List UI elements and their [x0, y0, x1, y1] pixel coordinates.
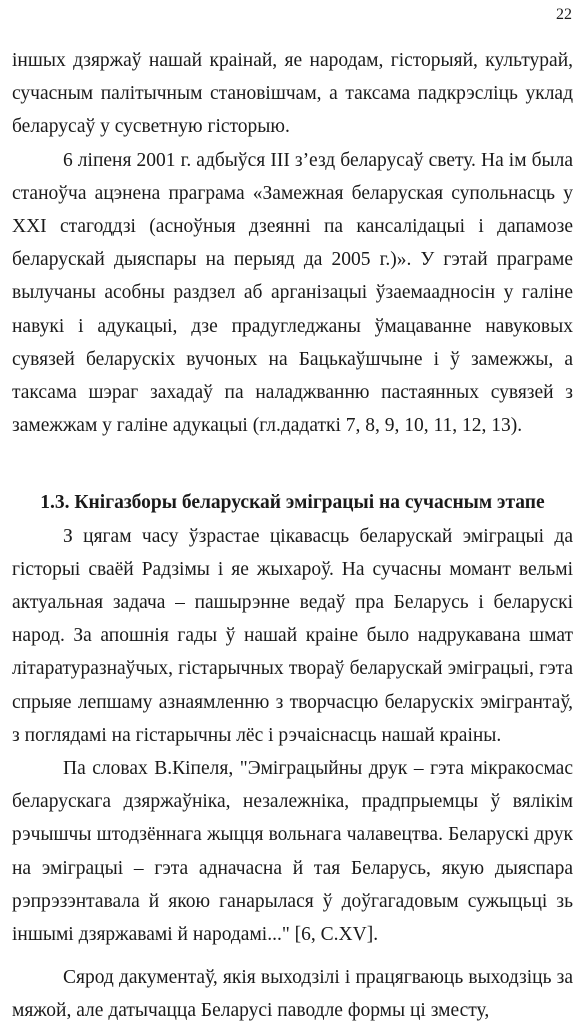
page-number: 22	[556, 6, 572, 23]
page-body	[12, 44, 573, 1028]
paragraph-interest: З цягам часу ўзрастае цікавасць беларускай эміграцыі да гісторыі сваёй Радзімы і яе жыхароў. На сучасны момант вельмі актуальная задача – пашырэнне ведаў пра Беларусь і беларускі народ. За апошнія гады ў нашай краіне было надрукавана шмат літаратуразнаўчых, гістарычных твораў беларускай эміграцыі, гэта спрыяе лепшаму азнаямленню з творчасцю беларускіх эмігрантаў, з поглядамі на гістарычны лёс і рэчаіснасць нашай краіны.	[12, 525, 573, 746]
paragraph-kipel-quote: Па словах В.Кіпеля, "Эміграцыйны друк – гэта мікракосмас беларускага дзяржаўніка, незалежніка, прадпрыемцы ў вялікім рэчышчы штодзённага жыцця вольнага чалавецтва. Беларускі друк на эміграцыі – гэта адначасна й тая Беларусь, якую дыяспара рэпрэзэнтавала й якою ганарылася ў доўгагадовым сужыцьці зь іншымі дзяржавамі й народамі..." [6, С.XV].	[12, 758, 573, 946]
paragraph-congress: 6 ліпеня 2001 г. адбыўся ІІІ з’езд беларусаў свету. На ім была станоўча ацэнена праграма «Замежная беларуская супольнасць у ХХІ стагоддзі (асноўныя дзеянні па кансалідацыі і дапамозе беларускай дыяспары на перыяд да 2005 г.)». У гэтай праграме вылучаны асобны раздзел аб арганізацыі ўзаемаадносін у галіне навукі і адукацыі, дзе прадугледжаны ўмацаванне навуковых сувязей беларускіх вучоных на Бацькаўшчыне і ў замежжы, а таксама шэраг захадаў па наладжванню пастаянных сувязей з замежжам у галіне адукацыі (гл.дадаткі 7, 8, 9, 10, 11, 12, 13).	[12, 149, 573, 437]
section-title: 1.3. Кнігазборы беларускай эміграцыі на сучасным этапе	[40, 492, 545, 514]
paragraph-documents: Сярод дакументаў, якія выходзілі і працягваюць выходзіць за мяжой, але датычацца Беларусі паводле формы ці зместу,	[12, 967, 573, 1022]
paragraph-continuation: іншых дзяржаў нашай краінай, яе народам, гісторыяй, культурай, сучасным палітычным становішчам, а таксама падкрэсліць уклад беларусаў у сусветную гісторыю.	[12, 50, 573, 138]
